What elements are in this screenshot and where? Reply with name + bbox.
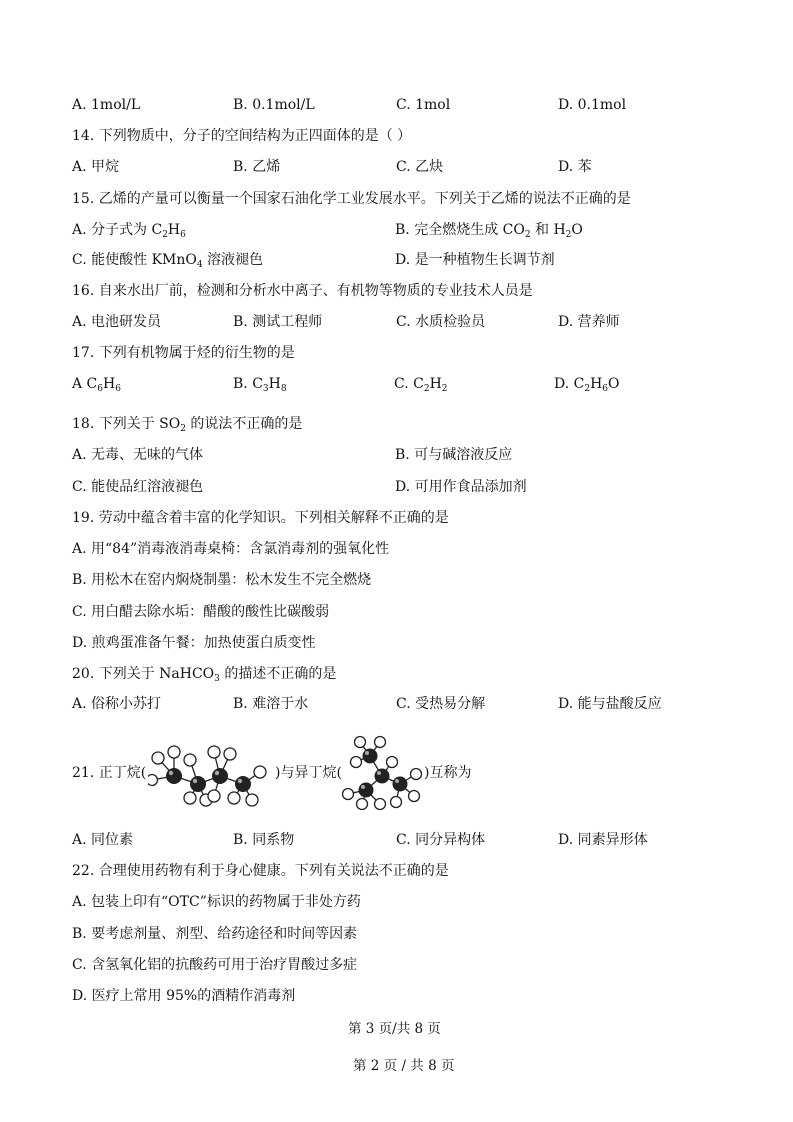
q19-option-a: A. 用“84”消毒液消毒桌椅：含氯消毒剂的强氧化性 [72, 541, 390, 557]
q21-option-a: A. 同位素 [72, 832, 134, 848]
q22-option-a: A. 包装上印有“OTC”标识的药物属于非处方药 [72, 894, 361, 910]
q21-stem-part2: )与异丁烷( [275, 765, 342, 781]
q16-stem: 16. 自来水出厂前，检测和分析水中离子、有机物等物质的专业技术人员是 [72, 283, 533, 299]
q19-option-c: C. 用白醋去除水垢：醋酸的酸性比碳酸弱 [72, 604, 330, 620]
q17-option-d: D. $C_2H_6O$ [554, 376, 620, 394]
q17-option-c: C. $C_2H_2$ [394, 376, 448, 394]
q13-option-c: C. 1mol [396, 97, 451, 113]
q22-option-c: C. 含氢氧化铝的抗酸药可用于治疗胃酸过多症 [72, 957, 358, 973]
q14-option-b: B. 乙烯 [233, 159, 281, 175]
q17-stem: 17. 下列有机物属于烃的衍生物的是 [72, 345, 295, 361]
q21-stem-part3: )互称为 [424, 765, 472, 781]
q14-option-d: D. 苯 [558, 159, 592, 175]
q18-option-b: B. 可与碱溶液反应 [395, 447, 513, 463]
q19-option-d: D. 煎鸡蛋准备午餐：加热使蛋白质变性 [72, 635, 316, 651]
q13-option-a: A. 1mol/L [72, 97, 141, 113]
q21-option-d: D. 同素异形体 [558, 832, 648, 848]
q14-option-a: A. 甲烷 [72, 159, 120, 175]
q13-option-d: D. 0.1mol [558, 97, 627, 113]
page-number-footer: 第 2 页 / 共 8 页 [353, 1058, 455, 1074]
isobutane-model [340, 734, 424, 810]
q19-stem: 19. 劳动中蕴含着丰富的化学知识。下列相关解释不正确的是 [72, 510, 449, 526]
q16-option-b: B. 测试工程师 [233, 314, 323, 330]
q18-option-d: D. 可用作食品添加剂 [395, 479, 527, 495]
q16-option-a: A. 电池研发员 [72, 314, 162, 330]
q20-option-a: A. 俗称小苏打 [72, 696, 162, 712]
q18-option-c: C. 能使品红溶液褪色 [72, 479, 204, 495]
q21-option-c: C. 同分异构体 [396, 832, 486, 848]
q22-option-b: B. 要考虑剂量、剂型、给药途径和时间等因素 [72, 926, 358, 942]
q15-option-b: B. 完全燃烧生成 $CO_2$ 和 $H_2O$ [395, 222, 583, 240]
q21-stem-part1: 21. 正丁烷( [72, 765, 147, 781]
q16-option-c: C. 水质检验员 [396, 314, 486, 330]
q22-option-d: D. 医疗上常用 95%的酒精作消毒剂 [72, 988, 296, 1004]
q20-stem: 20. 下列关于 NaHCO$_3$ 的描述不正确的是 [72, 666, 337, 684]
q14-stem: 14. 下列物质中，分子的空间结构为正四面体的是（ ） [72, 128, 412, 144]
q17-option-b: B. $C_3H_8$ [233, 376, 287, 394]
q20-option-b: B. 难溶于水 [233, 696, 309, 712]
q18-stem: 18. 下列关于 $SO_2$ 的说法不正确的是 [72, 416, 303, 434]
inner-page-number: 第 3 页/共 8 页 [348, 1021, 441, 1037]
q19-option-b: B. 用松木在窑内焖烧制墨：松木发生不完全燃烧 [72, 572, 372, 588]
q14-option-c: C. 乙炔 [396, 159, 444, 175]
q20-option-c: C. 受热易分解 [396, 696, 486, 712]
q15-option-c: C. 能使酸性 KMnO$_4$ 溶液褪色 [72, 252, 264, 270]
q22-stem: 22. 合理使用药物有利于身心健康。下列有关说法不正确的是 [72, 863, 449, 879]
q16-option-d: D. 营养师 [558, 314, 620, 330]
q17-option-a: A $C_6H_6$ [72, 376, 121, 394]
q13-option-b: B. 0.1mol/L [233, 97, 315, 113]
q20-option-d: D. 能与盐酸反应 [558, 696, 662, 712]
q15-option-a: A. 分子式为 $C_2H_6$ [72, 222, 186, 240]
n-butane-model [148, 738, 274, 808]
q18-option-a: A. 无毒、无味的气体 [72, 447, 204, 463]
q15-stem: 15. 乙烯的产量可以衡量一个国家石油化学工业发展水平。下列关于乙烯的说法不正确的是 [72, 191, 631, 207]
q21-option-b: B. 同系物 [233, 832, 295, 848]
q15-option-d: D. 是一种植物生长调节剂 [395, 252, 555, 268]
